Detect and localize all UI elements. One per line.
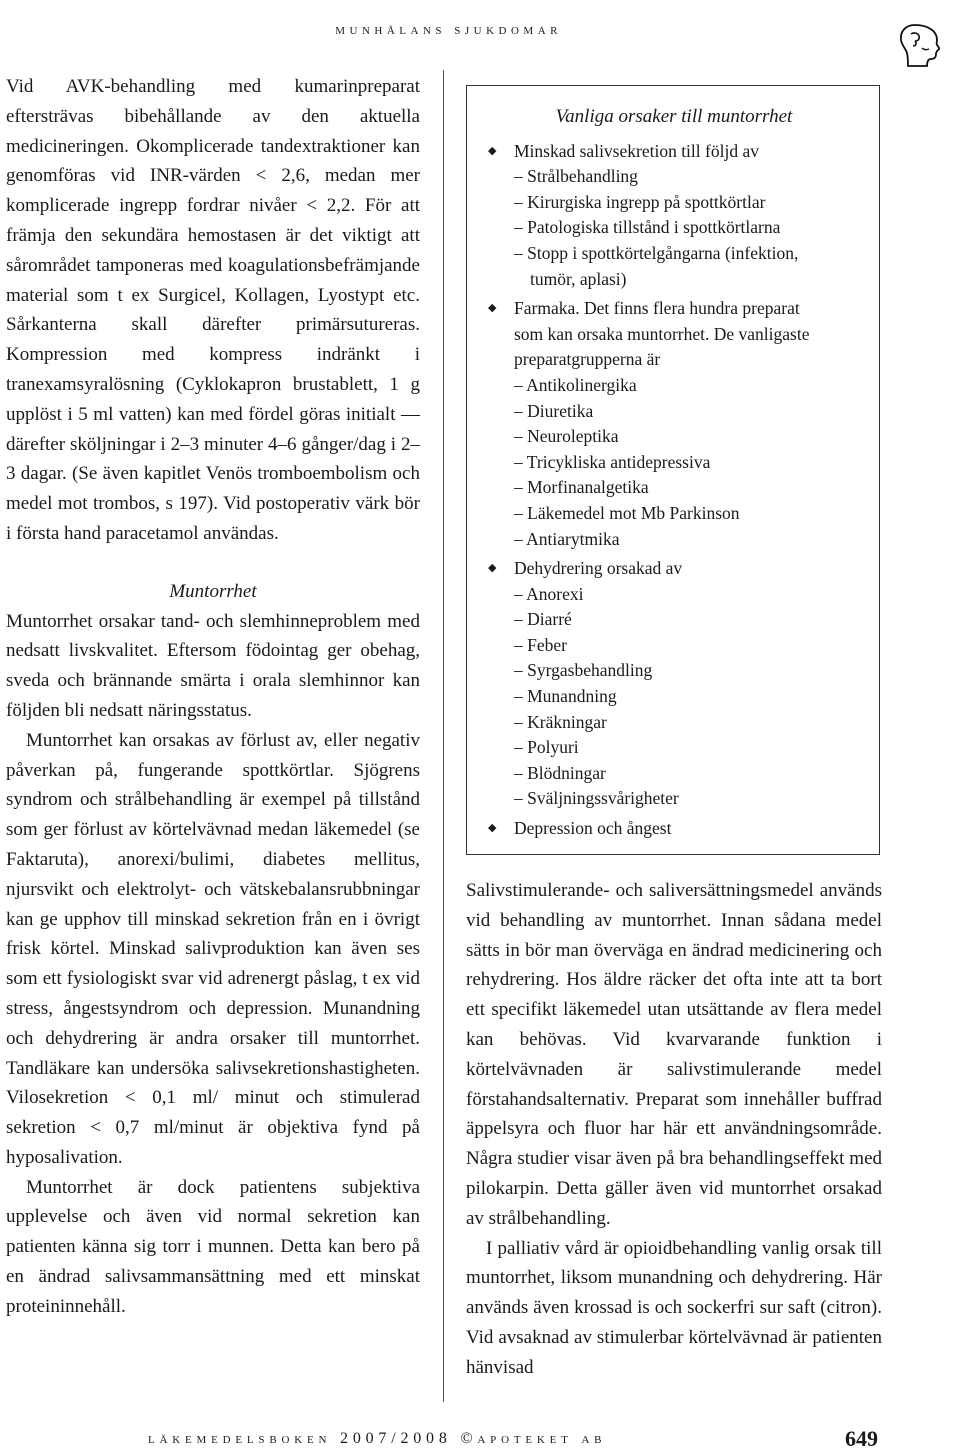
- fact-line: – Kräkningar: [514, 711, 607, 732]
- paragraph-palliative: I palliativ vård är opioidbehandling vanlig orsak till muntorrhet, liksom munandning och dehydrering. Här används även krossad is och sockerfri sur saft (citron). Vid avsaknad av stimulerbar körtelvävnad är patienten hänvisad: [466, 1237, 882, 1378]
- header-title: munhålans sjukdomar: [335, 22, 562, 38]
- head-profile-icon: [897, 22, 943, 68]
- fact-line: – Antiarytmika: [514, 528, 620, 549]
- fact-box: [466, 85, 880, 855]
- running-footer: [0, 1428, 960, 1454]
- fact-line: – Feber: [514, 634, 567, 655]
- fact-line: – Diuretika: [514, 400, 594, 421]
- fact-line: – Tricykliska antidepressiva: [514, 451, 711, 472]
- fact-line: – Anorexi: [514, 583, 584, 604]
- fact-line: – Läkemedel mot Mb Parkinson: [514, 502, 740, 523]
- fact-line: Minskad salivsekretion till följd av: [514, 140, 759, 161]
- fact-line: tumör, aplasi): [530, 268, 627, 289]
- diamond-bullet-icon: ◆: [488, 822, 497, 835]
- fact-line: – Blödningar: [514, 762, 606, 783]
- fact-line: Dehydrering orsakad av: [514, 558, 683, 579]
- fact-line: – Morfinanalgetika: [514, 477, 649, 498]
- fact-group: [487, 296, 861, 552]
- fact-line: som kan orsaka muntorrhet. De vanligaste: [514, 323, 810, 344]
- fact-group: [487, 556, 861, 812]
- paragraph-avk: Vid AVK-behandling med kumarinpreparat eftersträvas bibehållande av den aktuella medicineringen. Okomplicerade tandextraktioner kan genomföras vid INR-värden < 2,6, medan mer komplicerade ingrepp fordrar nivåer < 2,2. För att främja den sekundära hemostasen är det viktigt att sårområdet tamponeras med koagulationsbefrämjande material som t ex Surgicel, Kollagen, Lyostypt etc. Sårkanterna skall därefter primärsutureras. Kompression med kompress indränkt i tranexamsyralösning (Cyklokapron brustablett, 1 g upplöst i 5 ml vatten) kan med fördel göras initialt — därefter sköljningar i 2–3 minuter 4–6 gånger/dag i 2–3 dagar. (Se även kapitlet Venös tromboembolism och medel mot trombos, s 197). Vid postoperativ värk bör i första hand paracetamol användas.: [6, 76, 420, 544]
- diamond-bullet-icon: ◆: [488, 302, 497, 315]
- fact-group: [487, 139, 861, 293]
- paragraph-muntorrhet-causes: Muntorrhet kan orsakas av förlust av, eller negativ påverkan på, fungerande spottkörtlar. Sjögrens syndrom och strålbehandling är exempel på tillstånd som ger förlust av körtelvävnad medan läkemedel (se Faktaruta), anorexi/bulimi, diabetes mellitus, njursvikt och elektrolyt- och vätskebalansrubbningar kan ge upphov till minskad sekretion från en i övrigt frisk körtel. Minskad salivproduktion kan även ses som ett fysiologiskt svar vid adrenergt påslag, t ex vid stress, ångestsyndrom och depression. Munandning och dehydrering är andra orsaker till muntorrhet. Tandläkare kan undersöka salivsekretionshastigheten. Vilosekretion < 0,1 ml/ minut och stimulerad sekretion < 0,7 ml/minut är objektiva fynd på hyposalivation.: [6, 729, 420, 1168]
- fact-line: Farmaka. Det finns flera hundra preparat: [514, 298, 800, 319]
- running-header: [0, 22, 960, 46]
- fact-line: – Stopp i spottkörtelgångarna (infektion,: [514, 242, 799, 263]
- fact-line: preparatgrupperna är: [514, 349, 661, 370]
- right-column: [466, 876, 882, 1383]
- diamond-bullet-icon: ◆: [488, 562, 497, 575]
- fact-line: – Antikolinergika: [514, 374, 637, 395]
- section-heading-muntorrhet: Muntorrhet: [169, 580, 257, 602]
- fact-box-title: Vanliga orsaker till muntorrhet: [555, 106, 793, 127]
- fact-line: – Patologiska tillstånd i spottkörtlarna: [514, 217, 781, 238]
- paragraph-muntorrhet-intro: Muntorrhet orsakar tand- och slemhinneproblem med nedsatt livskvalitet. Eftersom födointag ger obehag, sveda och brännande smärta i orala slemhinnor kan följden bli nedsatt näringsstatus.: [6, 610, 420, 721]
- fact-line: – Polyuri: [514, 737, 579, 758]
- paragraph-treatment: Salivstimulerande- och saliversättningsmedel används vid behandling av muntorrhet. Innan sådana medel sätts in bör man överväga en ändrad medicinering och rehydrering. Hos äldre räcker det ofta inte att ta bort ett specifikt läkemedel utan utsättande av flera medel kan behövas. Vid kvarvarande funktion i körtelvävnaden är salivstimulerande medel förstahandsalternativ. Preparat som innehåller buffrad äppelsyra och fluor har här ett användningsområde. Några studier visar även på bra behandlingseffekt med pilokarpin. Detta gäller även vid muntorrhet orsakad av strålbehandling.: [466, 880, 882, 1229]
- fact-line: – Syrgasbehandling: [514, 660, 653, 681]
- fact-line: – Neuroleptika: [514, 426, 619, 447]
- footer-publication: läkemedelsboken 2007/2008 ©apoteket ab: [148, 1430, 607, 1447]
- fact-line: – Sväljningssvårigheter: [514, 788, 679, 809]
- fact-line: Depression och ångest: [514, 818, 672, 839]
- fact-group: [487, 816, 861, 842]
- paragraph-muntorrhet-subjective: Muntorrhet är dock patientens subjektiva upplevelse och även vid normal sekretion kan patienten känna sig torr i munnen. Detta kan bero på en ändrad salivsammansättning med ett minskat proteininnehåll.: [6, 1176, 420, 1317]
- fact-line: – Kirurgiska ingrepp på spottkörtlar: [514, 191, 766, 212]
- fact-line: – Diarré: [514, 609, 572, 630]
- page-number: 649: [845, 1426, 878, 1451]
- fact-line: – Strålbehandling: [514, 166, 638, 187]
- left-column: [6, 72, 420, 1322]
- fact-line: – Munandning: [514, 686, 617, 707]
- diamond-bullet-icon: ◆: [488, 144, 497, 157]
- column-divider: [443, 70, 444, 1402]
